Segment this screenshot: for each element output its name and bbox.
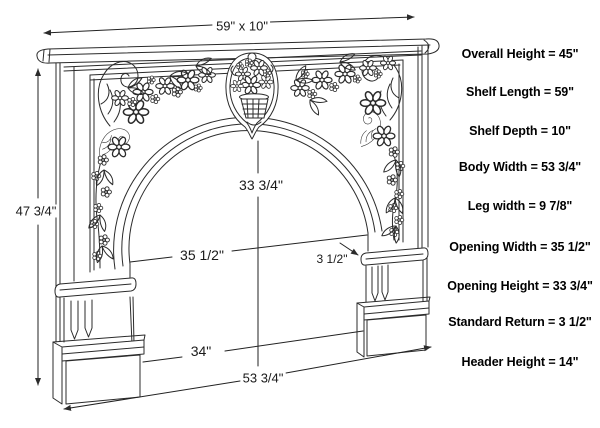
carving-right-spandrel <box>291 53 405 243</box>
spec-opening-height: Opening Height = 33 3/4" <box>447 279 593 293</box>
carving-left-spandrel <box>89 58 216 268</box>
spec-shelf-depth: Shelf Depth = 10" <box>469 124 571 138</box>
dim-label-shelf-size: 59" x 10" <box>216 18 268 34</box>
spec-shelf-length: Shelf Length = 59" <box>466 85 574 99</box>
spec-body-width: Body Width = 53 3/4" <box>458 160 582 174</box>
spec-leg-width: Leg width = 9 7/8" <box>467 199 573 213</box>
spec-header-height: Header Height = 14" <box>461 355 579 369</box>
dim-label-body-width: 53 3/4" <box>242 370 284 386</box>
left-pilaster <box>56 63 74 342</box>
dim-label-standard-return: 3 1/2" <box>316 252 348 266</box>
right-leg <box>357 248 430 357</box>
dim-label-overall-height: 47 3/4" <box>15 203 57 219</box>
right-pilaster <box>418 45 428 304</box>
spec-standard-return: Standard Return = 3 1/2" <box>448 315 592 329</box>
dim-label-opening-height: 33 3/4" <box>239 177 283 193</box>
left-leg <box>53 278 145 404</box>
spec-overall-height: Overall Height = 45" <box>461 47 579 61</box>
arch <box>114 117 382 344</box>
dim-label-between-legs: 34" <box>190 343 212 359</box>
dim-label-opening-width: 35 1/2" <box>180 247 224 263</box>
spec-opening-width: Opening Width = 35 1/2" <box>449 240 591 254</box>
